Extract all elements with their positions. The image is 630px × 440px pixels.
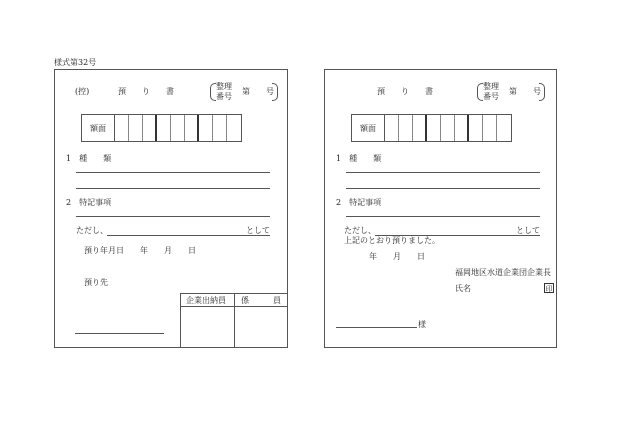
amount-digit-cell xyxy=(399,115,413,141)
right-ref-brace-close xyxy=(539,83,545,101)
left-ref-number: 第 号 xyxy=(242,87,274,96)
amount-digit-cell xyxy=(213,115,227,141)
amount-digit-cell xyxy=(413,115,427,141)
right-title: 預 り 書 xyxy=(377,87,433,96)
amount-digit-cell xyxy=(427,115,441,141)
right-form xyxy=(324,69,557,348)
left-type-line-2 xyxy=(76,188,270,189)
left-staff-col2: 係 員 xyxy=(241,296,281,305)
left-copy-mark: (控) xyxy=(75,87,90,96)
left-tadashi: ただし、 xyxy=(76,226,108,235)
left-type-line-1 xyxy=(76,172,270,173)
left-item-type: 1 種 類 xyxy=(66,154,112,163)
amount-digit-cell xyxy=(143,115,157,141)
right-amount-label: 額面 xyxy=(352,115,385,141)
right-item-notes: 2 特記事項 xyxy=(336,198,382,207)
right-receipt-note: 上記のとおり預りました。 xyxy=(344,236,440,245)
left-item-notes: 2 特記事項 xyxy=(66,198,112,207)
left-date-label: 預り年月日 年 月 日 xyxy=(84,246,196,255)
right-organization: 福岡地区水道企業団企業長 xyxy=(455,268,551,277)
right-type-line-1 xyxy=(346,172,540,173)
amount-digit-cell xyxy=(441,115,455,141)
left-toshite: として xyxy=(246,226,270,235)
right-recipient-line xyxy=(336,327,417,328)
form-number: 様式第32号 xyxy=(54,58,97,67)
amount-digit-cell xyxy=(483,115,497,141)
left-ref-label-1: 整理 xyxy=(216,82,232,91)
right-name-label: 氏名 xyxy=(455,284,471,293)
amount-digit-cell xyxy=(185,115,199,141)
right-ref-label-1: 整理 xyxy=(483,82,499,91)
left-ref-brace-close xyxy=(272,83,278,101)
left-staff-col1: 企業出納員 xyxy=(186,296,226,305)
amount-digit-cell xyxy=(497,115,511,141)
amount-digit-cell xyxy=(469,115,483,141)
left-depositor: 預り先 xyxy=(84,278,108,287)
amount-digit-cell xyxy=(129,115,143,141)
right-notes-line xyxy=(346,216,540,217)
left-staff-divider xyxy=(234,293,235,348)
right-ref-label-2: 番号 xyxy=(483,92,499,101)
left-ref-label-2: 番号 xyxy=(216,92,232,101)
left-depositor-line xyxy=(75,333,164,334)
seal-mark: 印 xyxy=(545,285,553,293)
right-date-line: 年 月 日 xyxy=(369,252,425,261)
right-tadashi: ただし、 xyxy=(344,226,376,235)
amount-digit-cell xyxy=(227,115,241,141)
right-type-line-2 xyxy=(346,188,540,189)
left-amount-box xyxy=(81,114,242,142)
right-toshite: として xyxy=(516,226,540,235)
amount-digit-cell xyxy=(115,115,129,141)
amount-digit-cell xyxy=(455,115,469,141)
right-amount-box xyxy=(351,114,512,142)
left-notes-line xyxy=(76,216,270,217)
left-title: 預 り 書 xyxy=(118,87,174,96)
amount-digit-cell xyxy=(385,115,399,141)
amount-digit-cell xyxy=(199,115,213,141)
left-amount-label: 額面 xyxy=(82,115,115,141)
amount-digit-cell xyxy=(171,115,185,141)
right-sama: 様 xyxy=(418,320,426,329)
right-ref-number: 第 号 xyxy=(509,87,541,96)
right-item-type: 1 種 類 xyxy=(336,154,382,163)
amount-digit-cell xyxy=(157,115,171,141)
